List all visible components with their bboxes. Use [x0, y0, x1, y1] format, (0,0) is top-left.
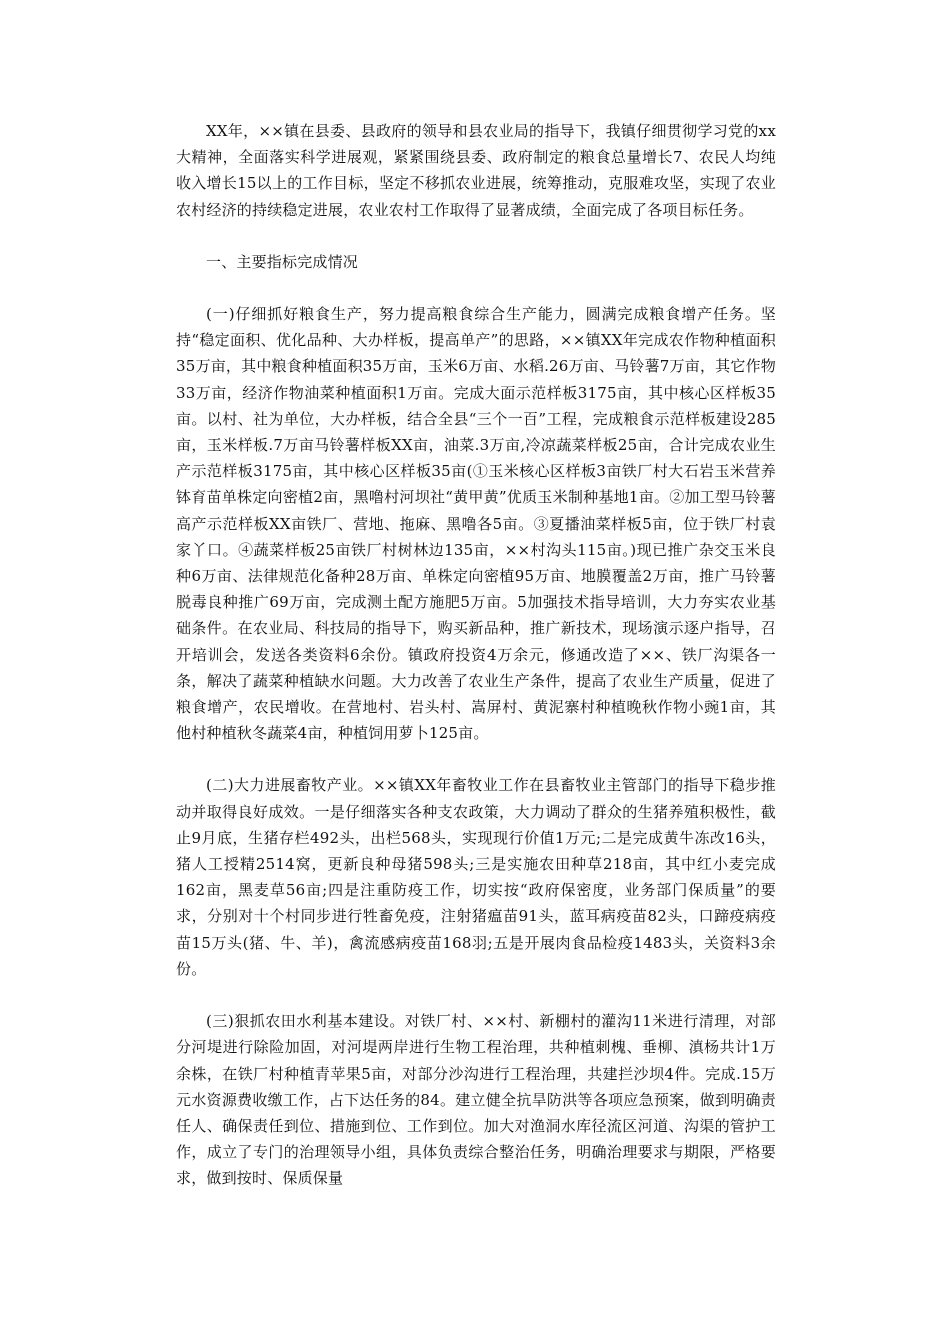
intro-paragraph: XX年，××镇在县委、县政府的领导和县农业局的指导下，我镇仔细贯彻学习党的xx大精神，全面落实科学进展观，紧紧围绕县委、政府制定的粮食总量增长7、农民人均纯收入增长15以上的工作目标，坚定不移抓农业进展，统筹推动，克服难攻坚，实现了农业农村经济的持续稳定进展，农业农村工作取得了显著成绩，全面完成了各项目标任务。 — [176, 122, 776, 219]
grain-production-paragraph: (一)仔细抓好粮食生产，努力提高粮食综合生产能力，圆满完成粮食增产任务。坚持“稳定面积、优化品种、大办样板，提高单产”的思路，××镇XX年完成农作物种植面积35万亩，其中粮食种植面积35万亩，玉米6万亩、水稻.26万亩、马铃薯7万亩，其它作物33万亩，经济作物油菜种植面积1万亩。完成大面示范样板3175亩，其中核心区样板35亩。以村、社为单位，大办样板，结合全县“三个一百”工程，完成粮食示范样板建设285亩，玉米样板.7万亩马铃薯样板XX亩，油菜.3万亩,冷凉蔬菜样板25亩，合计完成农业生产示范样板3175亩，其中核心区样板35亩(①玉米核心区样板3亩铁厂村大石岩玉米营养钵育苗单株定向密植2亩，黑噜村河坝社“黄甲黄”优质玉米制种基地1亩。②加工型马铃薯高产示范样板XX亩铁厂、营地、拖麻、黑噜各5亩。③夏播油菜样板5亩，位于铁厂村袁家丫口。④蔬菜样板25亩铁厂村树林边135亩，××村沟头115亩。)现已推广杂交玉米良种6万亩、法律规范化备种28万亩、单株定向密植95万亩、地膜覆盖2万亩，推广马铃薯脱毒良种推广69万亩，完成测土配方施肥5万亩。5加强技术指导培训，大力夯实农业基础条件。在农业局、科技局的指导下，购买新品种，推广新技术，现场演示逐户指导，召开培训会，发送各类资料6余份。镇政府投资4万余元，修通改造了××、铁厂沟渠各一条，解决了蔬菜种植缺水问题。大力改善了农业生产条件，提高了农业生产质量，促进了粮食增产，农民增收。在营地村、岩头村、嵩屏村、黄泥寨村种植晚秋作物小豌1亩，其他村种植秋冬蔬菜4亩，种植饲用萝卜125亩。 — [176, 305, 776, 743]
livestock-paragraph: (二)大力进展畜牧产业。××镇XX年畜牧业工作在县畜牧业主管部门的指导下稳步推动并取得良好成效。一是仔细落实各种支农政策，大力调动了群众的生猪养殖积极性，截止9月底，生猪存栏492头，出栏568头，实现现行价值1万元;二是完成黄牛冻改16头，猪人工授精2514窝，更新良种母猪598头;三是实施农田种草218亩，其中红小麦完成162亩，黑麦草56亩;四是注重防疫工作，切实按“政府保密度，业务部门保质量”的要求，分别对十个村同步进行牲畜免疫，注射猪瘟苗91头，蓝耳病疫苗82头，口蹄疫病疫苗15万头(猪、牛、羊)，禽流感病疫苗168羽;五是开展肉食品检疫1483头，关资料3余份。 — [176, 776, 776, 978]
water-conservancy-paragraph: (三)狠抓农田水利基本建设。对铁厂村、××村、新棚村的灌沟11米进行清理，对部分河堤进行除险加固，对河堤两岸进行生物工程治理，共种植刺槐、垂柳、滇杨共计1万余株，在铁厂村种植青苹果5亩，对部分沙沟进行工程治理，共建拦沙坝4件。完成.15万元水资源费收缴工作，占下达任务的84。建立健全抗旱防洪等各项应急预案，做到明确责任人、确保责任到位、措施到位、工作到位。加大对渔洞水库径流区河道、沟渠的管护工作，成立了专门的治理领导小组，具体负责综合整治任务，明确治理要求与期限，严格要求，做到按时、保质保量 — [176, 1012, 776, 1188]
document-body — [176, 118, 776, 1218]
section-heading: 一、主要指标完成情况 — [206, 252, 359, 271]
